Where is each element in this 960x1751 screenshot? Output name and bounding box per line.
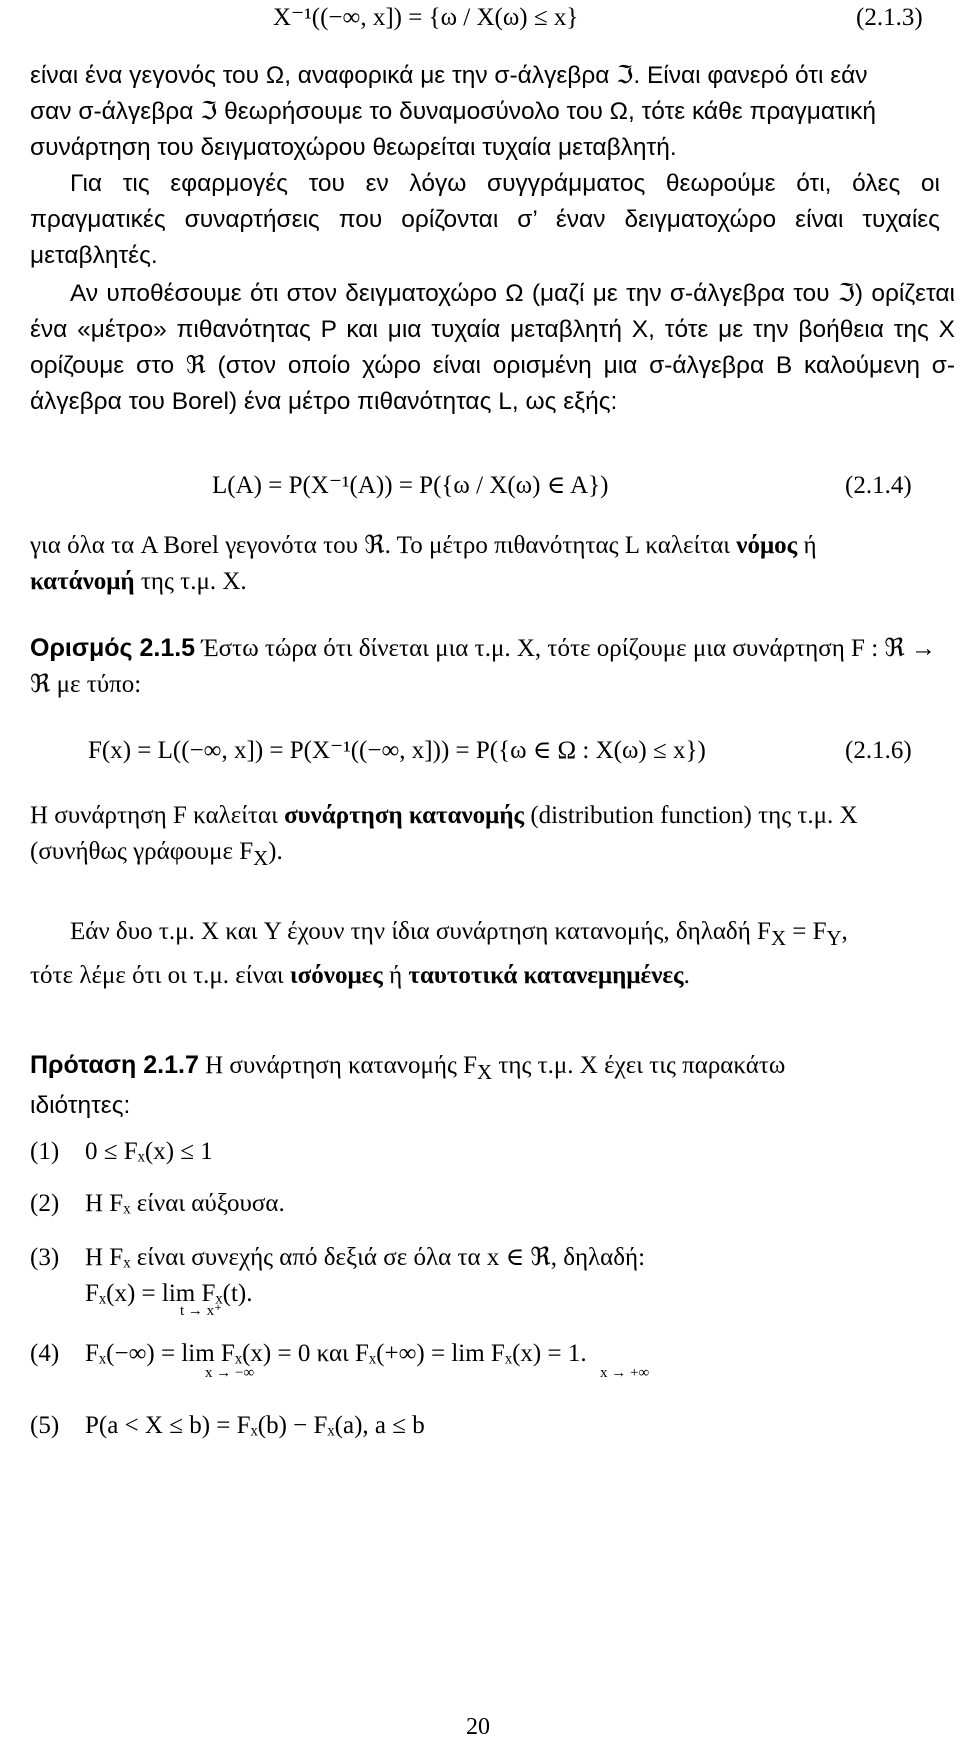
limit-subscript: t → x⁺: [180, 1303, 223, 1319]
equation-number-2-1-3: (2.1.3): [856, 4, 923, 31]
proposition-line: ιδιότητες:: [30, 1092, 131, 1119]
paragraph-text: ή: [382, 962, 409, 989]
subscript: X: [253, 846, 269, 870]
paragraph: [70, 914, 960, 956]
term-bold: νόμος: [736, 532, 798, 559]
paragraph-text: της τ.μ. X.: [134, 568, 247, 595]
definition-heading: Ορισμός 2.1.5: [30, 634, 196, 662]
item-formula: Fₓ(x) = lim Fₓ(t).: [85, 1280, 253, 1307]
term-bold: κατάνομή: [30, 568, 135, 595]
definition-text: Έστω τώρα ότι δίνεται μια τ.μ. X, τότε ορίζουμε μια συνάρτηση F : ℜ → ℜ με τύπο:: [30, 635, 936, 698]
paragraph-line: συνάρτηση του δειγματοχώρου θεωρείται τυχαία μεταβλητή.: [30, 134, 677, 161]
paragraph: [30, 958, 950, 994]
equation-2-1-6: F(x) = L((−∞, x]) = P(X⁻¹((−∞, x])) = P({ω ∈ Ω : X(ω) ≤ x}): [88, 737, 706, 764]
paragraph-text: Η συνάρτηση F καλείται: [30, 802, 285, 829]
paragraph: Αν υποθέσουμε ότι στον δειγματοχώρο Ω (μαζί με την σ-άλγεβρα του ℑ) ορίζεται ένα «μέτρο» πιθανότητας P και μια τυχαία μεταβλητή X, τότε με την βοήθεια της X ορίζουμε στο ℜ (στον οποίο χώρο είναι ορισμένη μια σ-άλγεβρα B καλούμενη σ-άλγεβρα του Borel) ένα μέτρο πιθανότητας L, ως εξής:: [30, 280, 955, 415]
term-bold: συνάρτηση κατανομής: [284, 802, 525, 829]
equation-2-1-3: X⁻¹((−∞, x]) = {ω / X(ω) ≤ x}: [273, 4, 579, 31]
paragraph-text: ,: [841, 918, 848, 945]
limit-subscript: x → −∞: [205, 1365, 255, 1381]
subscript: X: [477, 1060, 493, 1084]
paragraph-text: = F: [785, 918, 827, 945]
item-number: (3): [30, 1244, 60, 1271]
item-number: (2): [30, 1190, 60, 1217]
item-number: (1): [30, 1138, 60, 1165]
subscript: X: [770, 926, 786, 950]
proposition-text: της τ.μ. X έχει τις παρακάτω: [492, 1052, 786, 1079]
paragraph-text: ή: [797, 532, 817, 559]
paragraph-text: Εάν δυο τ.μ. X και Y έχουν την ίδια συνάρτηση κατανομής, δηλαδή F: [70, 918, 771, 945]
equation-2-1-4: L(A) = P(X⁻¹(A)) = P({ω / X(ω) ∈ A}): [212, 472, 609, 499]
proposition-heading: Πρόταση 2.1.7: [30, 1051, 199, 1079]
item-text: Fₓ(−∞) = lim Fₓ(x) = 0 και Fₓ(+∞) = lim Fₓ(x) = 1.: [85, 1340, 587, 1367]
item-number: (4): [30, 1340, 60, 1367]
proposition-text: Η συνάρτηση κατανομής F: [198, 1052, 478, 1079]
proposition: [30, 1047, 955, 1090]
definition: [30, 630, 955, 703]
subscript: Y: [826, 926, 842, 950]
paragraph-text: (distribution function) της τ.μ. X (συνήθως γράφουμε F: [30, 802, 858, 865]
paragraph-text: τότε λέμε ότι οι τ.μ. είναι: [30, 962, 290, 989]
paragraph-text: για όλα τα A Borel γεγονότα του ℜ. Το μέτρο πιθανότητας L καλείται: [30, 532, 737, 559]
item-text: P(a < X ≤ b) = Fₓ(b) − Fₓ(a), a ≤ b: [85, 1412, 425, 1439]
item-number: (5): [30, 1412, 60, 1439]
term-bold: ταυτοτικά κατανεμημένες: [408, 962, 684, 989]
page-number: 20: [466, 1714, 490, 1740]
term-bold: ισόνομες: [289, 962, 383, 989]
equation-number-2-1-6: (2.1.6): [845, 737, 912, 764]
equation-number-2-1-4: (2.1.4): [845, 472, 912, 499]
paragraph: Για τις εφαρμογές του εν λόγω συγγράμματος θεωρούμε ότι, όλες οι πραγματικές συναρτήσεις που ορίζονται σ’ έναν δειγματοχώρο είναι τυχαίες μεταβλητές.: [30, 170, 940, 269]
paragraph: [30, 528, 950, 600]
paragraph-line: σαν σ-άλγεβρα ℑ θεωρήσουμε το δυναμοσύνολο του Ω, τότε κάθε πραγματική: [30, 98, 876, 125]
paragraph-text: ).: [268, 838, 283, 865]
paragraph: [30, 798, 955, 876]
paragraph-line: είναι ένα γεγονός του Ω, αναφορικά με την σ-άλγεβρα ℑ. Είναι φανερό ότι εάν: [30, 62, 868, 89]
limit-subscript: x → +∞: [600, 1365, 650, 1381]
paragraph-text: .: [683, 962, 690, 989]
item-text: 0 ≤ Fₓ(x) ≤ 1: [85, 1138, 213, 1165]
item-text: Η Fₓ είναι αύξουσα.: [85, 1190, 285, 1217]
item-text: Η Fₓ είναι συνεχής από δεξιά σε όλα τα x ∈ ℜ, δηλαδή:: [85, 1244, 646, 1271]
